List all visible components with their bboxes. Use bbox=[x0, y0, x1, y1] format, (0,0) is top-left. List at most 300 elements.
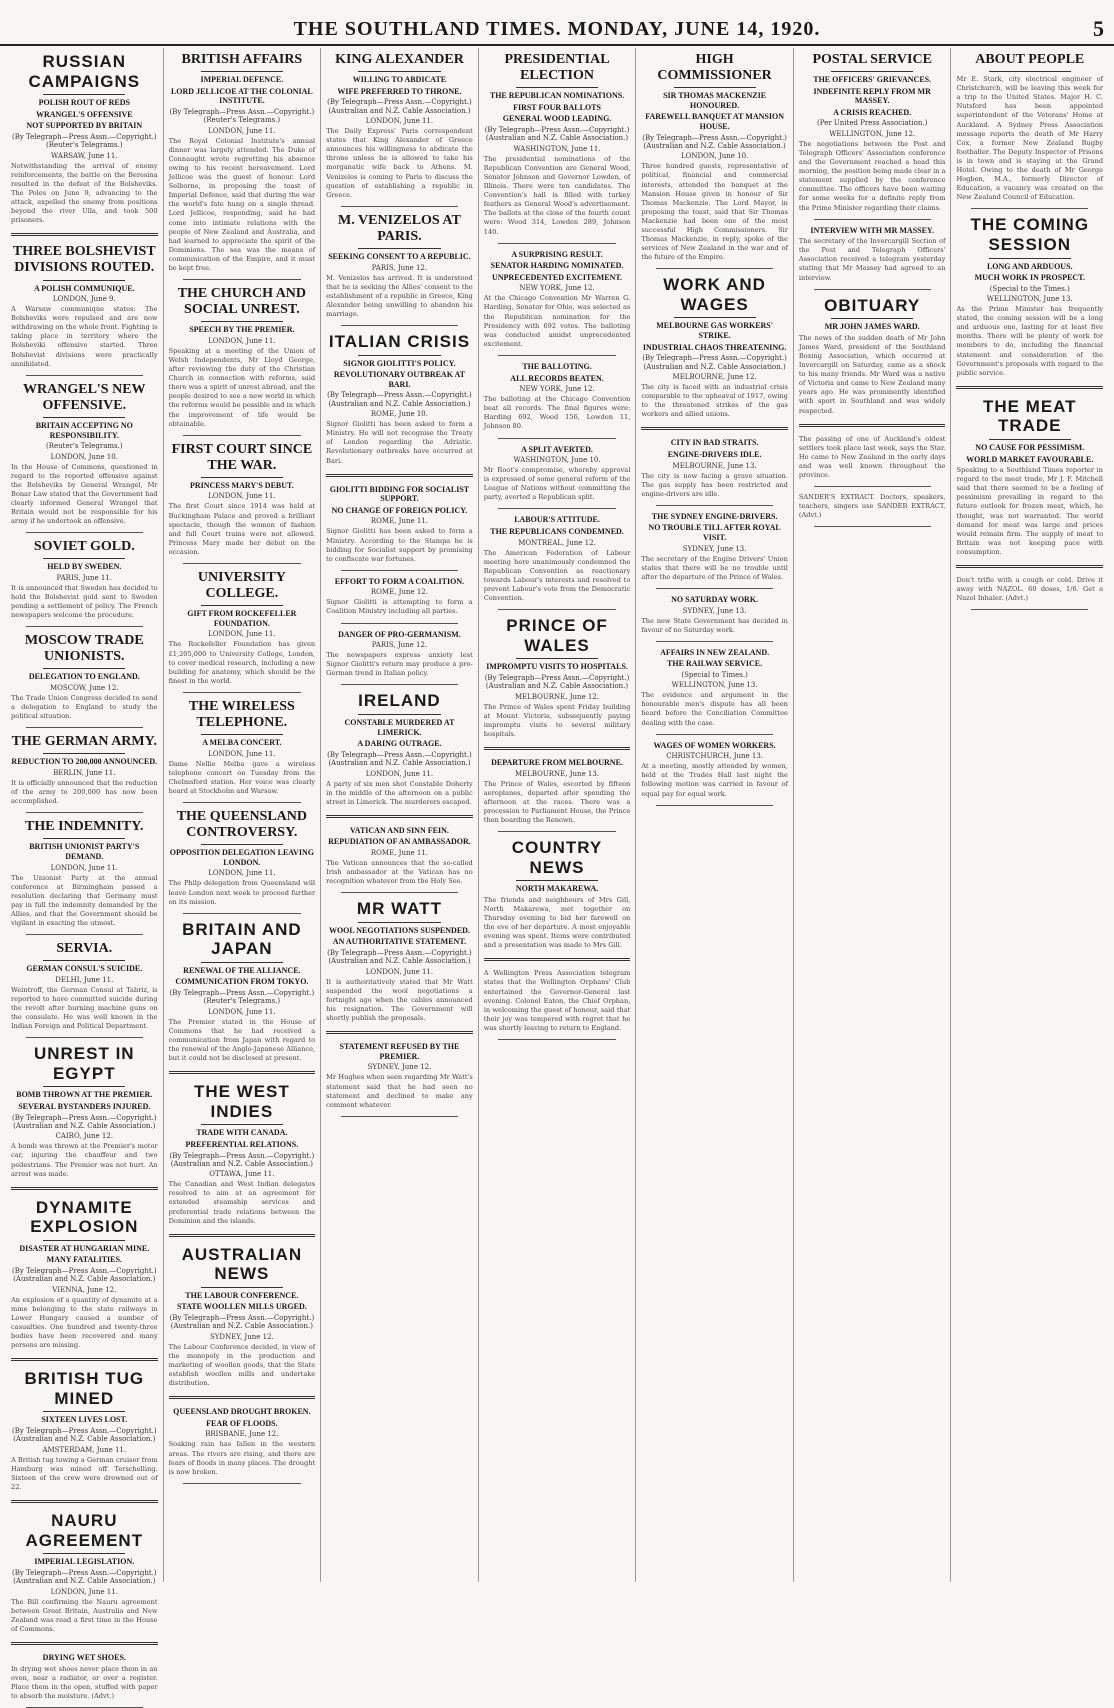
headline-rule bbox=[43, 417, 125, 418]
article-subdeck: NO TROUBLE TILL AFTER ROYAL VISIT. bbox=[648, 523, 781, 543]
article bbox=[641, 275, 788, 419]
article-body: The presidential nominations of the Republican Convention are General Wood, Senator Johnson and Governor Lowden, of Illinois. There were ten candidates. The Convention's hall is filled with turkey feathers as General Wood's advertisement. The ballots at the close of the fourth count were: Wood 314, Lowden 289, Johnson 140. bbox=[483, 154, 631, 236]
article bbox=[641, 741, 788, 799]
headline-rule bbox=[831, 71, 913, 72]
article-separator bbox=[814, 219, 931, 220]
article bbox=[169, 570, 316, 686]
article-separator bbox=[26, 626, 143, 627]
article bbox=[326, 332, 473, 466]
headline-rule bbox=[43, 94, 125, 95]
article-headline: NAURU AGREEMENT bbox=[25, 1511, 144, 1550]
headline-rule bbox=[989, 258, 1071, 259]
article-dateline: MELBOURNE, June 13. bbox=[672, 461, 757, 470]
column-6 bbox=[794, 48, 952, 1582]
article-deck: A POLISH COMMUNIQUE. bbox=[33, 283, 135, 293]
article-deck: INTERVIEW WITH MR MASSEY. bbox=[810, 225, 934, 235]
article-deck: SIGNOR GIOLITTI'S POLICY. bbox=[343, 358, 456, 368]
article-subdeck: INDUSTRIAL CHAOS THREATENING. bbox=[642, 342, 787, 352]
article bbox=[326, 577, 473, 617]
article-separator bbox=[183, 1483, 300, 1484]
article bbox=[326, 52, 473, 200]
newspaper-title: THE SOUTHLAND TIMES. MONDAY, JUNE 14, 1920. bbox=[293, 18, 821, 40]
article-body: A Wellington Press Association telegram states that the Wellington Orphans' Club entertained the Governor-General last evening. Colonel Eaton, the Chief Orphan, in welcoming the guest of honour, said that their joy was tempered with regret that he was shortly leaving to return to England. bbox=[483, 969, 631, 1032]
article-headline: PRINCE OF WALES bbox=[506, 616, 608, 655]
article-dateline: SYDNEY, June 13. bbox=[682, 544, 747, 553]
article-deck: HELD BY SWEDEN. bbox=[47, 562, 122, 572]
article-dateline: LONDON, June 11. bbox=[50, 863, 118, 872]
article-body: Dame Nellie Melba gave a wireless telephone concert on Tuesday from the Chelmsford station. Her voice was clearly heard at Stockholm and Warsaw. bbox=[168, 759, 316, 795]
article-deck: LABOUR'S ATTITUDE. bbox=[514, 515, 600, 525]
article bbox=[641, 512, 788, 582]
article bbox=[799, 296, 946, 416]
article-subdeck: SENATOR HARDING NOMINATED. bbox=[490, 261, 624, 271]
article-separator bbox=[484, 958, 631, 961]
article-headline: ITALIAN CRISIS bbox=[328, 332, 471, 352]
article-headline: MR WATT bbox=[356, 899, 442, 919]
article-body: The Daily Express' Paris correspondent states that King Alexander of Greece announces his willingness to abdicate the throne unless he is allowed to take his morganatic wife back to Athens. M. Venizelos is coming to Paris to discuss the question of establishing a republic in Greece. bbox=[326, 127, 473, 199]
article bbox=[484, 838, 631, 950]
article-deck: SEEKING CONSENT TO A REPUBLIC. bbox=[328, 252, 471, 261]
article-subdeck: ENGINE-DRIVERS IDLE. bbox=[667, 450, 762, 459]
article-dateline: NEW YORK, June 12. bbox=[519, 385, 595, 394]
article-credit: (By Telegraph—Press Assn.—Copyright.) (Australian and N.Z. Cable Association.) bbox=[11, 1266, 157, 1284]
article-headline: THE WIRELESS TELEPHONE. bbox=[188, 698, 295, 730]
article-body: The Royal Colonial Institute's annual dinner was largely attended. The Duke of Connaught wrote regretting his absence owing to his recent bereavement. Lord Jellicoe was the guest of honour. Lord Selborne, in proposing the toast of Imperial Defence, said that during the war the world's fate hung on a single thread. Lord Jellicoe, responding, said he had come into intimate relations with the people of New Zealand and Australia, and had learned to appreciate the spirit of the Dominions. The sea was the means of communication of the Empire, and it must be kept free. bbox=[168, 136, 316, 272]
article-dateline: PARIS, June 11. bbox=[56, 573, 113, 582]
article-body: Mr Hughes when seen regarding Mr Watt's statement said that he had seen no statement and declined to make any comment whatever. bbox=[326, 1073, 473, 1109]
article-credit: (By Telegraph—Press Assn.—Copyright.) (Australian and N.Z. Cable Association.) bbox=[642, 133, 787, 150]
article-separator bbox=[326, 1031, 473, 1034]
article-deck: A SPLIT AVERTED. bbox=[521, 444, 593, 454]
article-subdeck: THE REPUBLICANS CONDEMNED. bbox=[490, 527, 624, 537]
article-dateline: LONDON, June 11. bbox=[208, 749, 276, 758]
article-subdeck: NO CHANGE OF FOREIGN POLICY. bbox=[331, 505, 468, 515]
article bbox=[11, 1198, 158, 1351]
article bbox=[799, 226, 946, 283]
article-deck: MR JOHN JAMES WARD. bbox=[824, 322, 920, 332]
article-separator bbox=[656, 734, 773, 735]
article bbox=[956, 397, 1103, 557]
article-separator bbox=[183, 563, 300, 564]
article-body: The Vatican announces that the so-called Irish ambassador at the Vatican has no recognition whatever from the Holy See. bbox=[326, 859, 473, 886]
article-dateline: SYDNEY, June 12. bbox=[367, 1063, 432, 1072]
article-deck: NO CAUSE FOR PESSIMISM. bbox=[975, 442, 1085, 452]
article-separator bbox=[484, 747, 631, 750]
article bbox=[484, 250, 631, 349]
article-separator bbox=[11, 1500, 158, 1503]
article-deck: GERMAN CONSUL'S SUICIDE. bbox=[26, 964, 143, 974]
article-body: The Unionist Party at the annual conference at Birmingham passed a resolution declaring that Germany must pay in full the indemnity demanded by the Allies, and that the Government should be vigilant in exacting the utmost. bbox=[11, 873, 158, 928]
article-separator bbox=[11, 1358, 158, 1361]
article-subdeck: AN AUTHORITATIVE STATEMENT. bbox=[332, 937, 467, 947]
article bbox=[11, 633, 158, 721]
article-body: The secretary of the Invercargill Section of the Post and Telegraph Officers' Association received a telegram yesterday stating that Mr Massey had agreed to an interview. bbox=[798, 237, 946, 282]
article-headline: BRITAIN AND JAPAN bbox=[182, 919, 302, 959]
article bbox=[326, 691, 473, 806]
article-headline: OBITUARY bbox=[824, 295, 921, 315]
article bbox=[326, 899, 473, 1023]
article-deck: DELEGATION TO ENGLAND. bbox=[28, 672, 140, 682]
headline-rule bbox=[43, 960, 125, 961]
article-headline: KING ALEXANDER bbox=[335, 52, 464, 67]
article-separator bbox=[341, 570, 458, 571]
article bbox=[641, 648, 788, 728]
article bbox=[484, 616, 631, 739]
article-dateline: ROME, June 11. bbox=[370, 517, 428, 526]
article bbox=[169, 1407, 316, 1477]
article-deck: EFFORT TO FORM A COALITION. bbox=[334, 576, 465, 586]
article-dateline: MELBOURNE, June 13. bbox=[514, 769, 600, 778]
article-headline: THE QUEENSLAND CONTROVERSY. bbox=[176, 809, 308, 841]
article-separator bbox=[169, 1071, 316, 1074]
article-subdeck: ALL RECORDS BEATEN. bbox=[510, 373, 604, 383]
article-deck: AFFAIRS IN NEW ZEALAND. bbox=[660, 647, 770, 657]
article-headline: AUSTRALIAN NEWS bbox=[181, 1244, 303, 1284]
headline-rule bbox=[358, 922, 440, 923]
article-separator bbox=[326, 815, 473, 818]
article-dateline: LONDON, June 10. bbox=[50, 452, 118, 461]
article bbox=[956, 52, 1103, 202]
article-credit: (Reuter's Telegrams.) bbox=[46, 442, 123, 451]
article bbox=[11, 1369, 158, 1492]
headline-rule bbox=[201, 844, 283, 845]
article-subdeck: A DARING OUTRAGE. bbox=[357, 739, 442, 749]
article bbox=[326, 485, 473, 564]
article-separator bbox=[341, 623, 458, 624]
headline-rule bbox=[43, 668, 125, 669]
article-body: The balloting at the Chicago Convention beat all records. The final figures were: Harding 692, Wood 156, Lowden 11, Johnson 80. bbox=[483, 395, 631, 431]
headline-rule bbox=[358, 714, 440, 715]
article-separator bbox=[341, 892, 458, 893]
article-body: The negotiations between the Post and Telegraph Officers' Association conference and the Government reached a head this morning, the position being made clear in a statement supplied by the conference committee. The officers have been waiting for some weeks for a definite reply from the Prime Minister regarding their claims. bbox=[798, 139, 946, 212]
article-deck: POLISH ROUT OF REDS bbox=[38, 98, 130, 108]
article-body: The American Federation of Labour meeting here unanimously condemned the Republican Convention as reactionary towards Labour's interests and resolved to prevent Labour's vote from the Democratic Convention. bbox=[483, 548, 631, 603]
headline-rule bbox=[989, 71, 1071, 72]
article-separator bbox=[326, 474, 473, 477]
article-credit: (Per United Press Association.) bbox=[817, 119, 928, 128]
article bbox=[326, 213, 473, 319]
article-dateline: LONDON, June 11. bbox=[208, 630, 276, 639]
article-subdeck: GENERAL WOOD LEADING. bbox=[502, 114, 612, 124]
article-credit: (By Telegraph—Press Assn.—Copyright.) (Australian and N.Z. Cable Association.) bbox=[327, 949, 472, 966]
article-subdeck: STATE WOOLLEN MILLS URGED. bbox=[176, 1302, 307, 1312]
article-dateline: LONDON, June 11. bbox=[208, 336, 276, 345]
article-subdeck: REVOLUTIONARY OUTBREAK AT BARI. bbox=[333, 370, 466, 389]
article-dateline: LONDON, June 11. bbox=[50, 1587, 118, 1596]
article-credit: (By Telegraph—Press Assn.—Copyright.) (Australian and N.Z. Cable Association.) bbox=[169, 1151, 315, 1168]
article-deck: THE REPUBLICAN NOMINATIONS. bbox=[489, 91, 625, 101]
article-headline: RUSSIAN CAMPAIGNS bbox=[28, 52, 141, 91]
article-credit: (Special to the Times.) bbox=[989, 284, 1070, 293]
article-credit: (By Telegraph—Press Assn.—Copyright.) (Australian and N.Z. Cable Association.) bbox=[327, 750, 472, 768]
article-subdeck: A CRISIS REACHED. bbox=[833, 107, 912, 117]
article-subdeck: WORLD MARKET FAVOURABLE. bbox=[966, 454, 1094, 464]
article bbox=[799, 52, 946, 213]
headline-rule bbox=[201, 477, 283, 478]
article-deck: THE SYDNEY ENGINE-DRIVERS. bbox=[651, 511, 778, 521]
article-body: A party of six men shot Constable Doherty in the middle of the afternoon on a public street in Limerick. The murderers escaped. bbox=[326, 779, 473, 806]
article-dateline: CHRISTCHURCH, June 13. bbox=[666, 752, 764, 761]
article-subdeck: LORD JELLICOE AT THE COLONIAL INSTITUTE. bbox=[170, 86, 313, 106]
article-body: Mr Root's compromise, whereby approval is expressed of some general reform of the League of Nations without committing the party, averted a Republican split. bbox=[483, 466, 631, 502]
article-credit: (By Telegraph—Press Assn.—Copyright.) (Australian and N.Z. Cable Association.) bbox=[484, 125, 630, 143]
headline-rule bbox=[516, 87, 598, 88]
article-body: The Premier stated in the House of Commons that he had received a communication from Japan with regard to the renewal of the Anglo-Japanese Alliance, but it could not be disclosed at present. bbox=[168, 1017, 316, 1063]
article bbox=[11, 244, 158, 368]
article-body: The passing of one of Auckland's oldest settlers took place last week, says the Star. He came to New Zealand in the early days and was well known throughout the province. bbox=[798, 434, 946, 480]
article-headline: COUNTRY NEWS bbox=[511, 838, 603, 877]
article-body: The secretary of the Engine Drivers' Union states that there will be no trouble until after the departure of the Prince of Wales. bbox=[641, 554, 788, 581]
headline-rule bbox=[674, 87, 756, 88]
article-body: The new State Government has decided in favour of no Saturday work. bbox=[641, 616, 788, 634]
headline-rule bbox=[516, 880, 598, 881]
headline-rule bbox=[43, 1086, 125, 1087]
article-deck: TRADE WITH CANADA. bbox=[196, 1128, 288, 1138]
article-body: It is authoritatively stated that Mr Watt suspended the wool negotiations a fortnight ago when the cables announced his resignation. The Government will shortly publish the proposals. bbox=[326, 977, 473, 1023]
article-headline: ABOUT PEOPLE bbox=[975, 52, 1085, 67]
article bbox=[484, 515, 631, 603]
article-separator bbox=[341, 206, 458, 207]
article-dateline: OTTAWA, June 11. bbox=[209, 1170, 275, 1179]
article-dateline: WELLINGTON, June 13. bbox=[986, 295, 1073, 304]
article-separator bbox=[341, 325, 458, 326]
article-body: In drying wet shoes never place them in an oven, near a radiator, or over a register. Place them in the open, stuffed with paper to absorb the moisture. (Advt.) bbox=[11, 1664, 158, 1700]
article-deck: MELBOURNE GAS WORKERS' STRIKE. bbox=[656, 321, 773, 341]
headline-rule bbox=[201, 321, 283, 322]
article-separator bbox=[26, 934, 143, 935]
article-separator bbox=[656, 268, 773, 269]
article-subdeck: COMMUNICATION FROM TOKYO. bbox=[175, 977, 309, 987]
article-deck: GIFT FROM ROCKEFELLER FOUNDATION. bbox=[187, 609, 297, 628]
article-separator bbox=[26, 532, 143, 533]
article-deck: NORTH MAKAREWA. bbox=[515, 884, 599, 894]
article-body: At the Chicago Convention Mr Warren G. Harding, Senator for Ohio, was selected as the Republican nomination for the Presidency with 692 votes. The balloting was conducted amidst unprecedented excitement. bbox=[483, 294, 631, 348]
article-deck: GIOLITTI BIDDING FOR SOCIALIST SUPPORT. bbox=[329, 484, 470, 504]
article-credit: (By Telegraph—Press Assn.—Copyright.) (Australian and N.Z. Cable Association.) bbox=[327, 98, 472, 115]
article-headline: THE CHURCH AND SOCIAL UNREST. bbox=[177, 286, 307, 318]
article bbox=[956, 576, 1103, 603]
headline-rule bbox=[43, 1411, 125, 1412]
article-headline: SERVIA. bbox=[56, 941, 113, 957]
article bbox=[326, 826, 473, 886]
article-deck: IMPERIAL DEFENCE. bbox=[200, 75, 284, 85]
article-deck: RENEWAL OF THE ALLIANCE. bbox=[183, 965, 301, 975]
article bbox=[11, 1511, 158, 1634]
article-dateline: LONDON, June 10. bbox=[680, 152, 749, 161]
article-dateline: LONDON, June 11. bbox=[208, 1007, 276, 1016]
article-separator bbox=[11, 1187, 158, 1190]
article-deck: CITY IN BAD STRAITS. bbox=[670, 438, 759, 448]
article-dateline: MONTREAL, June 12. bbox=[518, 538, 596, 547]
article bbox=[326, 630, 473, 679]
article bbox=[11, 941, 158, 1031]
article bbox=[484, 445, 631, 503]
article-body: Speaking to a Southland Times reporter in regard to the meat trade, Mr J. F. Mitchell said that there seemed to be a feeling of pessimism prevailing in regard to the future outlook for frozen meat, which, he thought, was not warranted. The world demand for meat was large and prices would remain firm. The supply of meat to Britain was not keeping pace with consumption. bbox=[956, 466, 1104, 556]
article-body: As the Prime Minister has frequently stated, the coming session will be a long and arduous one, lasting for at least five months. There will be plenty of work for members to do, including the financial statement and consideration of the Government's proposals with regard to the public service. bbox=[956, 305, 1104, 377]
article-separator bbox=[641, 427, 788, 430]
article-body: The Canadian and West Indian delegates resolved to aim at an agreement for extended steamship services and preferential trade relations between the Dominion and the islands. bbox=[168, 1180, 316, 1225]
article-subdeck: PREFERENTIAL RELATIONS. bbox=[185, 1139, 299, 1149]
article-dateline: PARIS, June 12. bbox=[371, 641, 428, 650]
article bbox=[641, 438, 788, 498]
article-deck: DEPARTURE FROM MELBOURNE. bbox=[491, 758, 623, 768]
article-headline: M. VENIZELOS AT PARIS. bbox=[338, 212, 461, 244]
article-dateline: BRISBANE, June 12. bbox=[205, 1430, 279, 1439]
article-separator bbox=[656, 641, 773, 642]
article-subdeck: SEVERAL BYSTANDERS INJURED. bbox=[18, 1101, 151, 1111]
article bbox=[169, 442, 316, 557]
headline-rule bbox=[43, 838, 125, 839]
article-body: The city is now facing a grave situation. The gas supply has been restricted and engine-drivers are idle. bbox=[641, 471, 788, 498]
article-dateline: PARIS, June 12. bbox=[371, 263, 428, 272]
article-subdeck: UNPRECEDENTED EXCITEMENT. bbox=[491, 272, 623, 282]
article-subdeck: NOT SUPPORTED BY BRITAIN bbox=[26, 121, 143, 131]
article bbox=[169, 699, 316, 796]
headline-rule bbox=[989, 439, 1071, 440]
article-deck: BRITAIN ACCEPTING NO RESPONSIBILITY. bbox=[35, 420, 133, 440]
article-separator bbox=[169, 1396, 316, 1399]
article-body: The Rockefeller Foundation has given £1,205,000 to University College, London, to cover medical research, including a new building for anatomy, which should be the finest in the world. bbox=[168, 640, 316, 685]
article bbox=[11, 1653, 158, 1701]
article-body: The Philp delegation from Queensland will leave London next week to proceed further on its mission. bbox=[168, 879, 316, 906]
article-headline: THE INDEMNITY. bbox=[25, 819, 144, 835]
article-headline: SOVIET GOLD. bbox=[33, 539, 135, 555]
article-separator bbox=[26, 375, 143, 376]
article-deck: DANGER OF PRO-GERMANISM. bbox=[338, 629, 461, 639]
article bbox=[169, 286, 316, 429]
article-deck: WAGES OF WOMEN WORKERS. bbox=[653, 740, 776, 750]
article-body: A Warsaw communique states: The Bolsheviks were repulsed and are now withdrawing on the whole front. Fighting is taking place in territory where the Bolsheviki offensive started. Three Bolshevist divisions were practically annihilated. bbox=[11, 305, 158, 368]
column-7 bbox=[951, 48, 1108, 1582]
article-subdeck: FEAR OF FLOODS. bbox=[206, 1418, 278, 1428]
article-body: The Bill confirming the Nauru agreement between Great Britain, Australia and New Zealand was read a first time in the House of Commons. bbox=[11, 1597, 158, 1633]
article-subdeck: WIFE PREFERRED TO THRONE. bbox=[337, 86, 462, 96]
article-dateline: ROME, June 10. bbox=[370, 410, 428, 419]
article bbox=[169, 1245, 316, 1389]
article-headline: POSTAL SERVICE bbox=[812, 52, 932, 67]
article-headline: WRANGEL'S NEW OFFENSIVE. bbox=[23, 381, 146, 413]
article-body: The first Court since 1914 was held at Buckingham Palace and proved a brilliant spectacle, though the women of fashion and full Court trains were not allowed. Princess Mary made her debut on the occasion. bbox=[168, 502, 316, 556]
article-subdeck: MANY FATALITIES. bbox=[46, 1255, 122, 1265]
article-body: The Labour Conference decided, in view of the monopoly in the production and marketing of woollen goods, that the State establish woollen mills and undertake distribution. bbox=[168, 1342, 316, 1388]
article-deck: REDUCTION TO 200,000 ANNOUNCED. bbox=[11, 757, 158, 767]
headline-rule bbox=[358, 248, 440, 249]
article bbox=[799, 493, 946, 520]
article-dateline: MOSCOW, June 12. bbox=[50, 684, 119, 693]
article-headline: UNREST IN EGYPT bbox=[33, 1044, 135, 1083]
article-subdeck: FAREWELL BANQUET AT MANSION HOUSE. bbox=[645, 112, 784, 131]
article-credit: (By Telegraph—Press Assn.—Copyright.) (Reuter's Telegrams.) bbox=[169, 988, 315, 1006]
article-dateline: BERLIN, June 11. bbox=[53, 768, 116, 777]
article bbox=[326, 1042, 473, 1110]
headline-rule bbox=[43, 1553, 125, 1554]
article-body: A bomb was thrown at the Premier's motor car, injuring the chauffeur and two pedestrians. The Premier was not hurt. An arrest was made. bbox=[11, 1142, 158, 1178]
article-separator bbox=[956, 386, 1103, 389]
article-deck: WOOL NEGOTIATIONS SUSPENDED. bbox=[328, 925, 470, 935]
article-body: The city is faced with an industrial crisis comparable to the upheaval of 1917, owing to the threatened strikes of the gas workers and allied unions. bbox=[641, 383, 788, 419]
article-credit: (By Telegraph—Press Assn.—Copyright.) (Australian and N.Z. Cable Association.) bbox=[169, 1314, 315, 1331]
headline-rule bbox=[358, 355, 440, 356]
article bbox=[484, 969, 631, 1033]
article-deck: IMPROMPTU VISITS TO HOSPITALS. bbox=[486, 662, 628, 672]
article-dateline: LONDON, June 11. bbox=[365, 769, 434, 778]
article-deck: SIXTEEN LIVES LOST. bbox=[41, 1415, 128, 1425]
article-subdeck: THE RAILWAY SERVICE. bbox=[667, 659, 763, 669]
article-deck: THE BALLOTING. bbox=[522, 361, 592, 371]
article bbox=[956, 215, 1103, 377]
article-headline: THE MEAT TRADE bbox=[982, 396, 1077, 436]
article-subdeck: INDEFINITE REPLY FROM MR MASSEY. bbox=[813, 86, 931, 106]
article-headline: BRITISH TUG MINED bbox=[24, 1369, 145, 1408]
article-separator bbox=[656, 505, 773, 506]
article-separator bbox=[498, 438, 615, 439]
article-deck: QUEENSLAND DROUGHT BROKEN. bbox=[173, 1407, 311, 1417]
article-separator bbox=[498, 609, 615, 610]
article-body: The Prince of Wales spent Friday building at Mount Victoria, subsequently paying impromptu visits to several military hospitals. bbox=[483, 702, 631, 738]
article-body: Notwithstanding the arrival of enemy reinforcements, the battle on the Beresina resulted in the defeat of the Bolsheviks. The Poles on June 9, advancing to the attack, expelled the enemy from positions beyond the river Ulla, and took 500 prisoners. bbox=[11, 161, 158, 225]
article-body: Signor Giolitti has been asked to form a Ministry. He will not recognise the Treaty of London regarding the Adriatic. Revolutionary outbreaks have occurred at Bari. bbox=[326, 420, 473, 465]
article bbox=[11, 382, 158, 526]
article-deck: BOMB THROWN AT THE PREMIER. bbox=[16, 1090, 153, 1100]
article-separator bbox=[498, 1039, 615, 1040]
article-headline: BRITISH AFFAIRS bbox=[181, 52, 303, 67]
article-separator bbox=[169, 1234, 316, 1237]
article-body: The Prince of Wales, escorted by fifteen aeroplanes, departed after spending the afternoon at the races. There was a procession to Parliament House, the Prince then boarding the Renown. bbox=[483, 779, 631, 825]
article-dateline: WASHINGTON, June 11. bbox=[513, 144, 601, 153]
article-dateline: CAIRO, June 12. bbox=[55, 1132, 114, 1141]
article-dateline: VIENNA, June 12. bbox=[52, 1285, 117, 1294]
article-body: SANDER'S EXTRACT. Doctors, speakers, teachers, singers use SANDER EXTRACT. (Advt.) bbox=[798, 493, 946, 520]
article-body: A British tug towing a German cruiser from Hamburg was mined off Terschelling. Sixteen of the crew were drowned out of 22. bbox=[11, 1455, 158, 1492]
article-credit: (Special to Times.) bbox=[681, 670, 748, 679]
article bbox=[799, 435, 946, 480]
article-separator bbox=[656, 588, 773, 589]
article-dateline: ROME, June 12. bbox=[370, 588, 428, 597]
article-dateline: LONDON, June 11. bbox=[208, 492, 276, 501]
article-separator bbox=[971, 208, 1088, 209]
column-4 bbox=[479, 48, 637, 1582]
article bbox=[169, 1082, 316, 1226]
article-deck: PRINCESS MARY'S DEBUT. bbox=[189, 480, 294, 490]
article-credit: (By Telegraph—Press Assn.—Copyright.) (Australian and N.Z. Cable Association.) bbox=[11, 1113, 157, 1130]
article-deck: A MELBA CONCERT. bbox=[202, 738, 282, 748]
article-dateline: SYDNEY, June 13. bbox=[682, 606, 747, 615]
article-dateline: LONDON, June 11. bbox=[208, 869, 276, 878]
article-deck: DISASTER AT HUNGARIAN MINE. bbox=[19, 1243, 150, 1253]
article-body: Weintroff, the German Consul at Tabriz, is reported to have committed suicide during the revolt after burning machine guns on the consulate. He was well known in the Indian Foreign and Political Department. bbox=[11, 985, 158, 1031]
headline-rule bbox=[43, 558, 125, 559]
article-body: Soaking rain has fallen in the western areas. The rivers are rising, and there are fears of floods in many places. The drought is now broken. bbox=[168, 1440, 316, 1476]
masthead bbox=[0, 18, 1114, 46]
article-body: Mr E. Stark, city electrical engineer of Christchurch, will be leaving this week for a trip to the United States. Major H. C. Nutsford has been appointed superintendent of the Veterans' Home at Auckland. A Sydney Press Association message reports the death of Mr Harry Cox, a former New Zealand Rugby footballer. The Deputy Inspector of Prisons is in town and is staying at the Grand Hotel. Owing to the death of Mr George Hogben, M.A., formerly Director of Education, a vacancy was created on the New Zealand Council of Education. bbox=[956, 75, 1104, 202]
article-dateline: SYDNEY, June 12. bbox=[209, 1332, 274, 1341]
article-separator bbox=[814, 289, 931, 290]
article-separator bbox=[11, 1642, 158, 1645]
article bbox=[641, 52, 788, 262]
article bbox=[169, 920, 316, 1064]
article-separator bbox=[183, 279, 300, 280]
article-separator bbox=[498, 831, 615, 832]
article-credit: (By Telegraph—Press Assn.—Copyright.) (Australian and N.Z. Cable Association.) bbox=[11, 1427, 157, 1444]
article-headline: THREE BOLSHEVIST DIVISIONS ROUTED. bbox=[12, 244, 156, 276]
headline-rule bbox=[43, 1240, 125, 1241]
columns-container bbox=[6, 48, 1108, 1700]
headline-rule bbox=[43, 753, 125, 754]
article-body: Speaking at a meeting of the Union of Welsh Independents, Mr Lloyd George, after reviewing the duty of the Christian Church in connection with reforms, said there was a spirit of unrest abroad, and the people desired to see a new world in which the reforms would be possible and in which the improvement of life would be obtainable. bbox=[168, 346, 316, 428]
article-separator bbox=[183, 435, 300, 436]
article-headline: MOSCOW TRADE UNIONISTS. bbox=[24, 633, 144, 665]
article-separator bbox=[26, 727, 143, 728]
